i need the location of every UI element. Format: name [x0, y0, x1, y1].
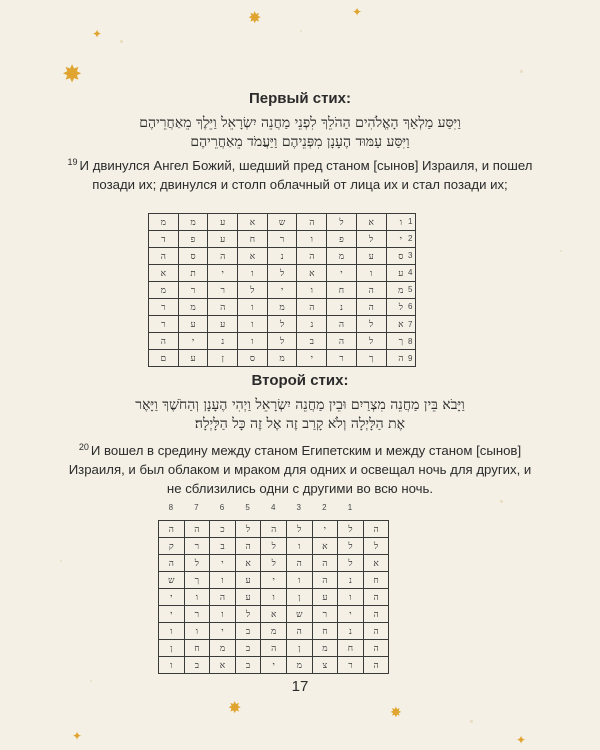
grid-cell: ל — [338, 521, 364, 538]
grid-cell: ר — [312, 606, 338, 623]
grid-cell: ל — [286, 521, 312, 538]
column-number: 7 — [194, 503, 199, 512]
grid-cell: נ — [267, 248, 297, 265]
grid-cell: ר — [149, 316, 179, 333]
grid-cell: ע — [356, 248, 386, 265]
grid-cell: א — [386, 316, 416, 333]
grid-cell: י — [159, 606, 185, 623]
column-number: 3 — [296, 503, 301, 512]
grid-cell: פ — [327, 231, 357, 248]
grid-cell: ה — [386, 350, 416, 367]
grid-cell: א — [210, 657, 236, 674]
grid-cell: ר — [208, 282, 238, 299]
grid-cell: ר — [327, 350, 357, 367]
grid-cell: י — [178, 333, 208, 350]
grid-cell: מ — [210, 640, 236, 657]
grid-row — [149, 333, 416, 350]
grid-cell: ו — [297, 282, 327, 299]
grid-cell: ע — [386, 265, 416, 282]
row-number: 3 — [408, 251, 413, 261]
grid-cell: א — [149, 265, 179, 282]
grid-row — [159, 555, 389, 572]
grid-row — [159, 623, 389, 640]
grid-cell: ו — [297, 231, 327, 248]
grid-cell: ה — [261, 640, 287, 657]
grid-cell: ה — [286, 555, 312, 572]
grid-cell: ך — [356, 350, 386, 367]
grid-cell: ל — [267, 316, 297, 333]
grid-cell: ה — [210, 589, 236, 606]
grid-cell: ה — [159, 521, 185, 538]
grid-cell: ש — [159, 572, 185, 589]
grid-cell: מ — [312, 640, 338, 657]
grid-cell: ה — [297, 299, 327, 316]
grid-cell: ע — [312, 589, 338, 606]
grid-cell: ה — [363, 521, 389, 538]
grid-cell: צ — [312, 657, 338, 674]
grid-cell: ם — [149, 350, 179, 367]
grid-cell: ל — [356, 231, 386, 248]
grid-cell: ר — [184, 538, 210, 555]
grid-cell: ע — [208, 231, 238, 248]
hebrew-verse-line: וַיִּסַּע מַלְאַךְ הָאֱלֹהִים הַהֹלֵךְ לִפְנֵי מַחֲנֵה יִשְׂרָאֵל וַיֵּלֶךְ מֵאַחֲרֵיהֶם — [139, 115, 461, 131]
letter-grid — [158, 520, 389, 674]
grid-cell: ר — [184, 606, 210, 623]
grid-cell: מ — [267, 350, 297, 367]
grid-cell: ו — [286, 538, 312, 555]
grid-cell: מ — [286, 657, 312, 674]
grid-row — [149, 316, 416, 333]
grid-cell: ה — [356, 299, 386, 316]
grid-cell: ה — [149, 248, 179, 265]
grid-row — [149, 265, 416, 282]
grid-cell: ן — [159, 640, 185, 657]
grid-cell: ה — [297, 248, 327, 265]
star-icon: ✦ — [352, 5, 363, 19]
grid-cell: ל — [267, 265, 297, 282]
verse-number: 19 — [67, 156, 78, 167]
grid-cell: ל — [327, 214, 357, 231]
grid-cell: ל — [338, 538, 364, 555]
grid-cell: ת — [178, 265, 208, 282]
grid-row — [159, 521, 389, 538]
grid-cell: ה — [363, 589, 389, 606]
grid-cell: ו — [159, 657, 185, 674]
grid-cell: ו — [184, 589, 210, 606]
grid-cell: ה — [363, 623, 389, 640]
grid-cell: ה — [327, 333, 357, 350]
grid-cell: מ — [327, 248, 357, 265]
grid-cell: ו — [210, 606, 236, 623]
grid-cell: ו — [386, 214, 416, 231]
grid-row — [149, 248, 416, 265]
grid-cell: ך — [386, 333, 416, 350]
grid-cell: ע — [235, 589, 261, 606]
grid-cell: ה — [363, 657, 389, 674]
verse-translation — [60, 156, 540, 194]
grid-cell: ך — [184, 572, 210, 589]
row-number: 9 — [408, 353, 413, 363]
grid-cell: מ — [149, 214, 179, 231]
grid-cell: ה — [312, 572, 338, 589]
grid-cell: ה — [363, 606, 389, 623]
grid-row — [149, 350, 416, 367]
grid-cell: י — [327, 265, 357, 282]
grid-cell: פ — [178, 231, 208, 248]
grid-cell: ה — [208, 248, 238, 265]
grid-cell: י — [210, 623, 236, 640]
column-number: 1 — [347, 503, 353, 512]
grid-cell: ל — [356, 316, 386, 333]
grid-row — [149, 214, 416, 231]
grid-cell: ל — [356, 333, 386, 350]
letter-grid — [148, 213, 416, 367]
row-numbers — [408, 213, 428, 367]
star-icon: ✦ — [72, 729, 83, 743]
grid-cell: ר — [149, 299, 179, 316]
grid-cell: נ — [338, 572, 364, 589]
column-number: 2 — [322, 503, 327, 512]
star-icon: ✸ — [62, 60, 83, 88]
row-number: 2 — [408, 234, 413, 244]
grid-cell: ח — [363, 572, 389, 589]
grid-cell: נ — [338, 623, 364, 640]
grid-cell: ח — [327, 282, 357, 299]
grid-cell: ח — [238, 231, 268, 248]
grid-cell: ל — [338, 555, 364, 572]
star-icon: ✦ — [92, 27, 103, 41]
grid-cell: ש — [267, 214, 297, 231]
grid-cell: י — [261, 572, 287, 589]
grid-cell: ל — [261, 555, 287, 572]
grid-cell: ו — [356, 265, 386, 282]
grid-cell: ב — [235, 640, 261, 657]
column-numbers — [158, 503, 363, 512]
grid-cell: ח — [338, 640, 364, 657]
grid-cell: ו — [286, 572, 312, 589]
grid-cell: ה — [327, 316, 357, 333]
row-number: 1 — [408, 217, 413, 226]
grid-cell: ו — [210, 572, 236, 589]
section-heading: Первый стих: — [249, 90, 351, 107]
grid-row — [159, 538, 389, 555]
grid-cell: ו — [159, 623, 185, 640]
grid-cell: ה — [208, 299, 238, 316]
row-number: 5 — [408, 285, 413, 295]
grid-cell: ל — [363, 538, 389, 555]
hebrew-verse-line: וַיִּסַּע עַמּוּד הֶעָנָן מִפְּנֵיהֶם וַיַּעֲמֹד מֵאַחֲרֵיהֶם — [190, 134, 410, 150]
grid-cell: ס — [386, 248, 416, 265]
grid-cell: ע — [178, 316, 208, 333]
grid-cell: י — [386, 231, 416, 248]
grid-cell: י — [210, 555, 236, 572]
grid-row — [159, 589, 389, 606]
grid-cell: ל — [261, 538, 287, 555]
grid-cell: ר — [267, 231, 297, 248]
grid-row — [159, 657, 389, 674]
row-number: 4 — [408, 268, 413, 278]
grid-cell: ן — [208, 350, 238, 367]
grid-cell: כ — [210, 521, 236, 538]
grid-cell: י — [208, 265, 238, 282]
column-number: 8 — [168, 503, 174, 512]
grid-row — [149, 231, 416, 248]
grid-cell: א — [297, 265, 327, 282]
grid-cell: ו — [261, 589, 287, 606]
grid-cell: ס — [238, 350, 268, 367]
grid-cell: ד — [149, 231, 179, 248]
grid-cell: ל — [386, 299, 416, 316]
grid-cell: ה — [149, 333, 179, 350]
grid-cell: ו — [184, 623, 210, 640]
grid-cell: א — [238, 214, 268, 231]
grid-cell: ה — [356, 282, 386, 299]
grid-cell: ר — [338, 657, 364, 674]
grid-cell: ע — [208, 316, 238, 333]
grid-cell: ב — [235, 623, 261, 640]
grid-cell: ח — [312, 623, 338, 640]
grid-cell: ח — [184, 640, 210, 657]
verse-text: И вошел в средину между станом Египетским и между станом [сынов] Израиля, и был облаком и мраком для одних и освещал ночь для других, и не сблизились одни с другими во всю ночь. — [68, 443, 532, 496]
grid-cell: י — [338, 606, 364, 623]
grid-cell: ל — [267, 333, 297, 350]
grid-cell: ב — [184, 657, 210, 674]
grid-cell: ב — [297, 333, 327, 350]
grid-cell: ו — [238, 265, 268, 282]
grid-cell: מ — [267, 299, 297, 316]
row-number: 6 — [408, 302, 413, 312]
grid-cell: ע — [178, 350, 208, 367]
grid-cell: ר — [178, 282, 208, 299]
grid-cell: ן — [286, 640, 312, 657]
grid-row — [149, 282, 416, 299]
grid-cell: ל — [184, 555, 210, 572]
verse-number: 20 — [78, 441, 89, 452]
star-icon: ✸ — [228, 698, 242, 717]
grid-cell: ו — [238, 333, 268, 350]
grid-cell: ע — [208, 214, 238, 231]
hebrew-verse-line: וַיָּבֹא בֵּין מַחֲנֵה מִצְרַיִם וּבֵין מַחֲנֵה יִשְׂרָאֵל וַיְהִי הֶעָנָן וְהַחֹשֶׁךְ וַיָּאֶר — [135, 397, 465, 413]
grid-cell: ה — [184, 521, 210, 538]
grid-cell: י — [159, 589, 185, 606]
grid-cell: ס — [178, 248, 208, 265]
grid-cell: ו — [238, 316, 268, 333]
grid-cell: ל — [238, 282, 268, 299]
grid-cell: ב — [210, 538, 236, 555]
grid-cell: ה — [363, 640, 389, 657]
grid-cell: י — [261, 657, 287, 674]
grid-cell: ן — [286, 589, 312, 606]
grid-cell: ע — [235, 572, 261, 589]
row-number: 8 — [408, 336, 413, 346]
grid-cell: ל — [235, 521, 261, 538]
grid-cell: מ — [178, 214, 208, 231]
grid-cell: י — [297, 350, 327, 367]
grid-cell: נ — [297, 316, 327, 333]
grid-cell: ק — [159, 538, 185, 555]
grid-cell: ב — [235, 657, 261, 674]
verse-text: И двинулся Ангел Божий, шедший пред станом [сынов] Израиля, и пошел позади их; двинулся и столп облачный от лица их и стал позади их; — [79, 158, 533, 192]
grid-cell: ו — [238, 299, 268, 316]
grid-cell: ה — [235, 538, 261, 555]
grid-cell: ש — [286, 606, 312, 623]
grid-cell: נ — [327, 299, 357, 316]
verse-translation — [60, 441, 540, 498]
grid-cell: א — [363, 555, 389, 572]
grid-row — [159, 640, 389, 657]
grid-cell: א — [261, 606, 287, 623]
column-number: 5 — [245, 503, 250, 512]
row-number: 7 — [408, 319, 413, 329]
grid-cell: א — [356, 214, 386, 231]
grid-cell: ו — [338, 589, 364, 606]
grid-cell: ה — [261, 521, 287, 538]
grid-cell: מ — [149, 282, 179, 299]
grid-cell: מ — [178, 299, 208, 316]
grid-cell: א — [312, 538, 338, 555]
grid-cell: ה — [286, 623, 312, 640]
grid-cell: מ — [386, 282, 416, 299]
grid-cell: י — [312, 521, 338, 538]
grid-cell: ל — [235, 606, 261, 623]
grid-row — [149, 299, 416, 316]
grid-cell: ה — [159, 555, 185, 572]
hebrew-verse-line: אֶת הַלָּיְלָה וְלֹא קָרַב זֶה אֶל זֶה כָּל הַלָּיְלָה׃ — [194, 416, 406, 432]
star-icon: ✦ — [516, 733, 527, 747]
page-number: 17 — [291, 678, 309, 695]
grid-cell: א — [235, 555, 261, 572]
grid-row — [159, 606, 389, 623]
grid-cell: א — [238, 248, 268, 265]
section-heading: Второй стих: — [251, 372, 349, 389]
column-number: 6 — [219, 503, 225, 512]
grid-cell: י — [267, 282, 297, 299]
star-icon: ✸ — [390, 705, 402, 721]
star-icon: ✸ — [248, 8, 262, 27]
column-number: 4 — [270, 503, 276, 512]
grid-cell: ה — [297, 214, 327, 231]
grid-cell: מ — [261, 623, 287, 640]
grid-row — [159, 572, 389, 589]
grid-cell: נ — [208, 333, 238, 350]
grid-cell: ה — [312, 555, 338, 572]
